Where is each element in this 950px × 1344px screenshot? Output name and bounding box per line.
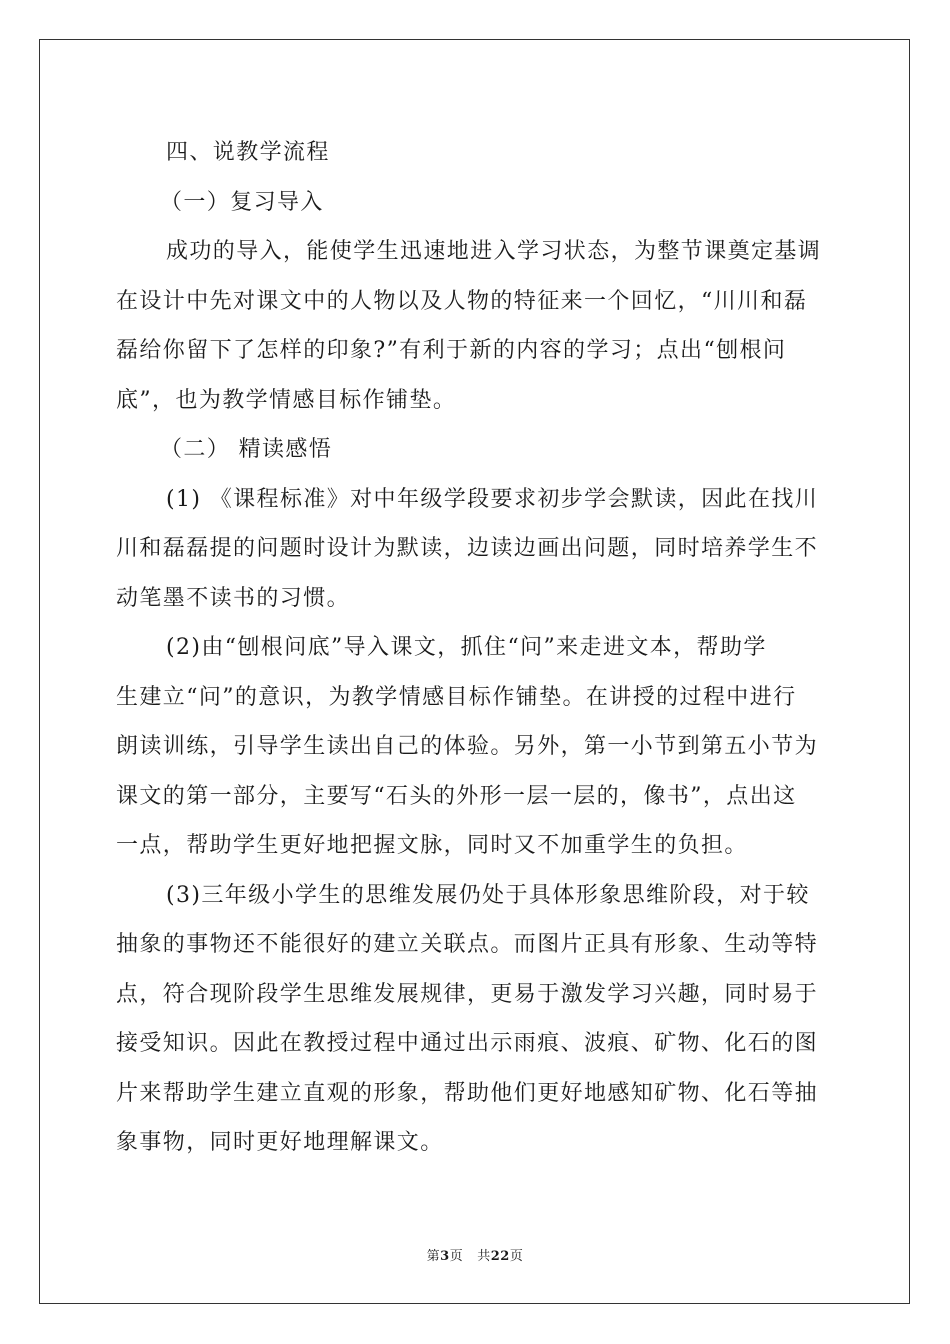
paragraph-line: 底”，也为教学情感目标作铺垫。 [116,387,457,413]
paragraph-point-1 [116,475,836,624]
paragraph-line: (3)三年级小学生的思维发展仍处于具体形象思维阶段，对于较 [166,882,810,908]
paragraph-line: (2)由“刨根问底”导入课文，抓住“问”来走进文本，帮助学 [166,635,767,660]
paragraph-line: 点，符合现阶段学生思维发展规律，更易于激发学习兴趣，同时易于 [116,981,819,1007]
total-suffix: 页 [509,1249,524,1264]
section-heading: 四、说教学流程 [166,140,330,165]
page-current: 3 [440,1249,450,1264]
paragraph-line: 在设计中先对课文中的人物以及人物的特征来一个回忆，“川川和磊 [116,288,808,314]
page-footer [0,1245,950,1264]
total-prefix: 共 [477,1249,491,1264]
paragraph-line: 一点，帮助学生更好地把握文脉，同时又不加重学生的负担。 [116,833,748,858]
paragraph-line: 抽象的事物还不能很好的建立关联点。而图片正具有形象、生动等特 [116,932,819,957]
paragraph-line: 片来帮助学生建立直观的形象，帮助他们更好地感知矿物、化石等抽 [116,1080,819,1106]
paragraph-line: 生建立“问”的意识，为教学情感目标作铺垫。在讲授的过程中进行 [116,684,797,710]
document-body [116,128,836,1168]
paragraph-line: 接受知识。因此在教授过程中通过出示雨痕、波痕、矿物、化石的图 [116,1031,819,1056]
section1-title: （一）复习导入 [160,189,324,215]
paragraph-line: 朗读训练，引导学生读出自己的体验。另外，第一小节到第五小节为 [116,734,819,759]
paragraph-line: 象事物，同时更好地理解课文。 [116,1130,444,1155]
paragraph-line: 磊给你留下了怎样的印象?”有利于新的内容的学习；点出“刨根问 [116,338,787,363]
section2-title: （二） 精读感悟 [160,437,333,462]
paragraph-line: 动笔墨不读书的习惯。 [116,585,351,611]
paragraph-line: (1) 《课程标准》对中年级学段要求初步学会默读，因此在找川 [166,486,819,512]
paragraph-point-2 [116,623,836,871]
paragraph-line: 课文的第一部分，主要写“石头的外形一层一层的，像书”，点出这 [116,783,797,809]
paragraph-point-3 [116,871,836,1168]
page-suffix: 页 [449,1249,464,1264]
paragraph-line: 成功的导入，能使学生迅速地进入学习状态，为整节课奠定基调 [166,239,822,264]
page-prefix: 第 [426,1249,441,1264]
paragraph-intro [116,227,836,425]
paragraph-line: 川和磊磊提的问题时设计为默读，边读边画出问题，同时培养学生不 [116,536,819,561]
page-total: 22 [490,1249,510,1264]
